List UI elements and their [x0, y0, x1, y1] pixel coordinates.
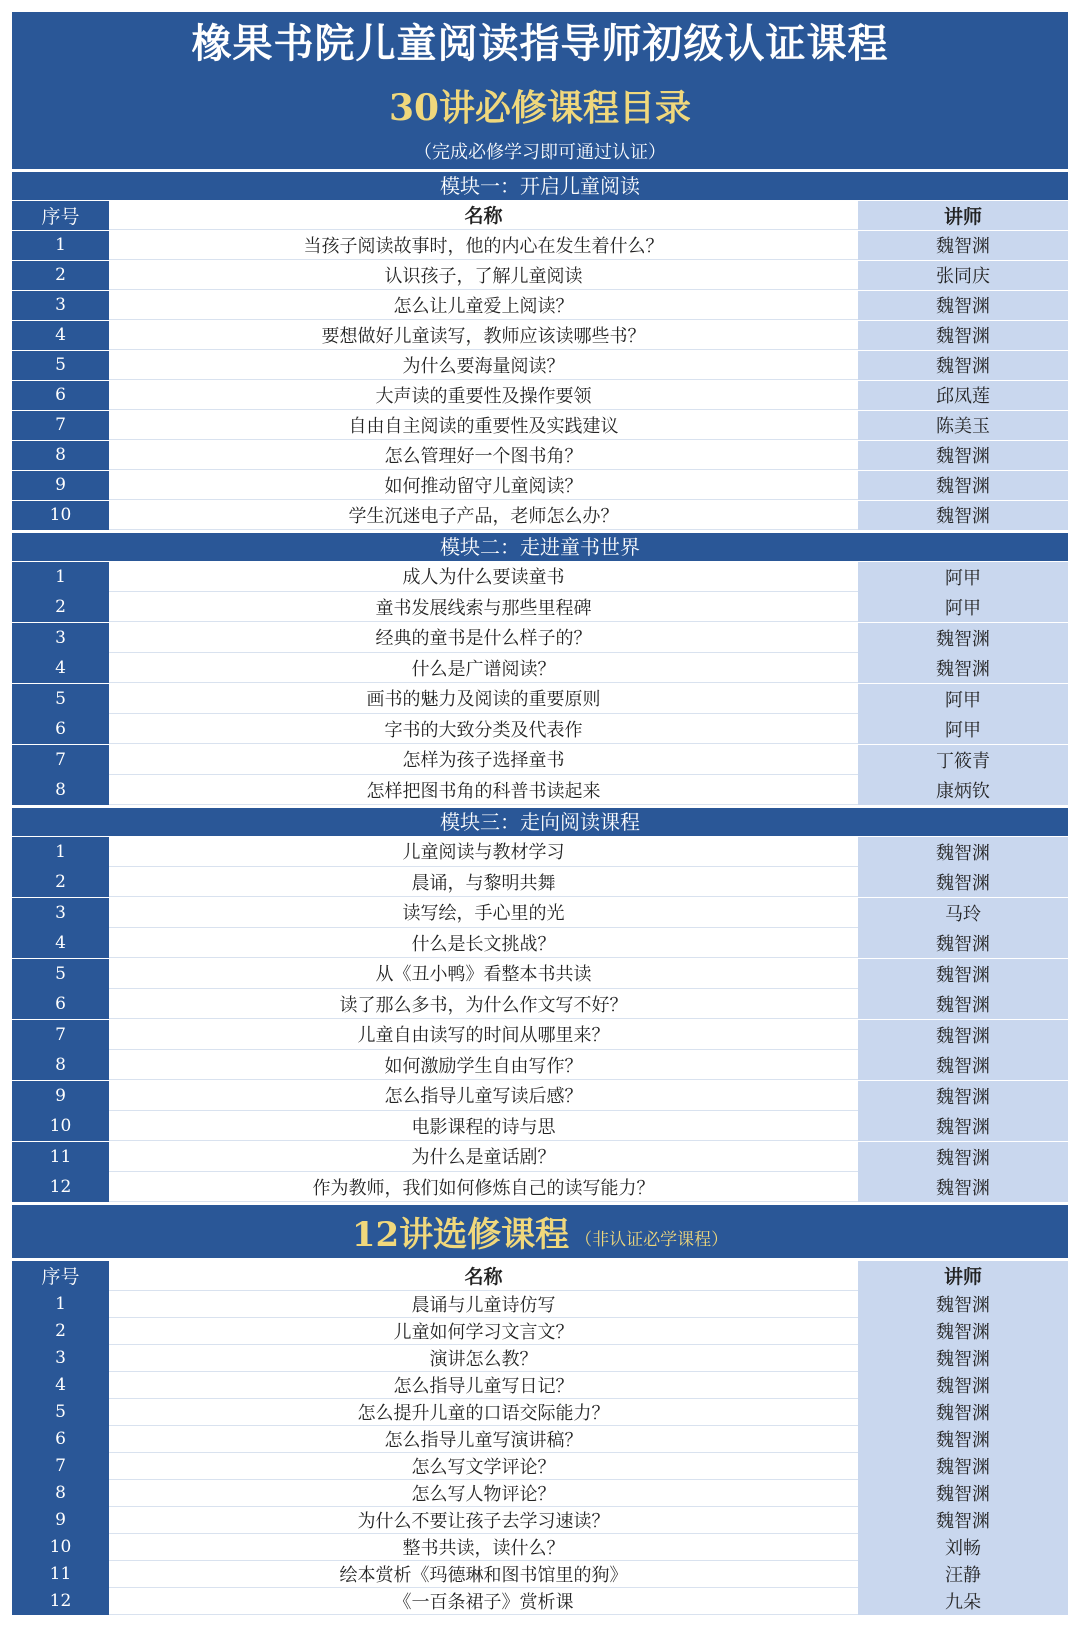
row-number: 8: [12, 1480, 109, 1507]
row-number: 2: [12, 867, 109, 897]
row-number: 8: [12, 775, 109, 805]
course-name: 演讲怎么教？: [109, 1345, 858, 1372]
course-name: 字书的大致分类及代表作: [109, 714, 858, 744]
teacher-name: 魏智渊: [858, 1399, 1068, 1426]
table-row: [12, 745, 1068, 775]
table-row: [12, 411, 1068, 441]
elective-header: [12, 1205, 1068, 1258]
table-row: [12, 1020, 1068, 1050]
row-number: 4: [12, 653, 109, 683]
course-name: 经典的童书是什么样子的？: [109, 623, 858, 653]
row-number: 4: [12, 928, 109, 958]
header-name: 名称: [109, 1261, 858, 1291]
course-name: 当孩子阅读故事时，他的内心在发生着什么？: [109, 231, 858, 261]
teacher-name: 阿甲: [858, 592, 1068, 622]
table-row: [12, 1318, 1068, 1345]
course-name: 大声读的重要性及操作要领: [109, 381, 858, 411]
table-row: [12, 1480, 1068, 1507]
table-row: [12, 1345, 1068, 1372]
row-number: 11: [12, 1561, 109, 1588]
course-name: 为什么是童话剧？: [109, 1142, 858, 1172]
teacher-name: 马玲: [858, 898, 1068, 928]
teacher-name: 魏智渊: [858, 1453, 1068, 1480]
table-row: [12, 441, 1068, 471]
page-title: 橡果书院儿童阅读指导师初级认证课程: [191, 20, 889, 67]
course-name: 电影课程的诗与思: [109, 1111, 858, 1141]
table-row: [12, 471, 1068, 501]
row-number: 3: [12, 1345, 109, 1372]
table-row: [12, 653, 1068, 683]
course-name: 儿童阅读与教材学习: [109, 837, 858, 867]
course-name: 从《丑小鸭》看整本书共读: [109, 959, 858, 989]
row-number: 7: [12, 745, 109, 775]
table-row: [12, 562, 1068, 592]
course-name: 学生沉迷电子产品，老师怎么办？: [109, 501, 858, 531]
row-number: 10: [12, 1534, 109, 1561]
teacher-name: 邱凤莲: [858, 381, 1068, 411]
row-number: 4: [12, 321, 109, 351]
row-number: 11: [12, 1142, 109, 1172]
header-no: 序号: [12, 201, 109, 231]
row-number: 9: [12, 471, 109, 501]
course-name: 怎么写文学评论？: [109, 1453, 858, 1480]
row-number: 9: [12, 1081, 109, 1111]
row-number: 3: [12, 291, 109, 321]
row-number: 6: [12, 989, 109, 1019]
module-title: 模块二：走进童书世界: [12, 533, 1068, 561]
course-name: 晨诵，与黎明共舞: [109, 867, 858, 897]
table-row: [12, 1372, 1068, 1399]
course-name: 什么是广谱阅读？: [109, 653, 858, 683]
table-row: [12, 1142, 1068, 1172]
row-number: 1: [12, 1291, 109, 1318]
course-name: 晨诵与儿童诗仿写: [109, 1291, 858, 1318]
teacher-name: 魏智渊: [858, 1426, 1068, 1453]
table-row: [12, 1050, 1068, 1080]
table-row: [12, 714, 1068, 744]
teacher-name: 魏智渊: [858, 351, 1068, 381]
teacher-name: 魏智渊: [858, 1318, 1068, 1345]
teacher-name: 汪静: [858, 1561, 1068, 1588]
course-name: 为什么要海量阅读？: [109, 351, 858, 381]
teacher-name: 魏智渊: [858, 989, 1068, 1019]
row-number: 5: [12, 351, 109, 381]
teacher-name: 魏智渊: [858, 1111, 1068, 1141]
course-name: 读写绘，手心里的光: [109, 898, 858, 928]
course-name: 童书发展线索与那些里程碑: [109, 592, 858, 622]
table-row: [12, 1534, 1068, 1561]
row-number: 9: [12, 1507, 109, 1534]
course-name: 什么是长文挑战？: [109, 928, 858, 958]
row-number: 7: [12, 1453, 109, 1480]
course-name: 认识孩子，了解儿童阅读: [109, 261, 858, 291]
table-row: [12, 1291, 1068, 1318]
row-number: 5: [12, 1399, 109, 1426]
required-courses-title: 30讲必修课程目录: [388, 87, 692, 129]
table-row: [12, 837, 1068, 867]
row-number: 3: [12, 898, 109, 928]
row-number: 2: [12, 261, 109, 291]
table-row: [12, 1111, 1068, 1141]
table-row: [12, 1453, 1068, 1480]
table-header: [12, 201, 1068, 231]
course-name: 画书的魅力及阅读的重要原则: [109, 684, 858, 714]
course-name: 怎么管理好一个图书角？: [109, 441, 858, 471]
table-row: [12, 501, 1068, 531]
teacher-name: 魏智渊: [858, 231, 1068, 261]
elective-title: 12讲选修课程: [351, 1215, 570, 1255]
teacher-name: 魏智渊: [858, 321, 1068, 351]
course-name: 怎么指导儿童写日记？: [109, 1372, 858, 1399]
teacher-name: 康炳钦: [858, 775, 1068, 805]
teacher-name: 丁筱青: [858, 745, 1068, 775]
teacher-name: 魏智渊: [858, 1020, 1068, 1050]
teacher-name: 陈美玉: [858, 411, 1068, 441]
row-number: 2: [12, 592, 109, 622]
row-number: 1: [12, 562, 109, 592]
course-name: 要想做好儿童读写，教师应该读哪些书？: [109, 321, 858, 351]
teacher-name: 魏智渊: [858, 867, 1068, 897]
teacher-name: 魏智渊: [858, 837, 1068, 867]
course-name: 怎么写人物评论？: [109, 1480, 858, 1507]
teacher-name: 阿甲: [858, 684, 1068, 714]
course-name: 作为教师，我们如何修炼自己的读写能力？: [109, 1172, 858, 1202]
course-name: 成人为什么要读童书: [109, 562, 858, 592]
row-number: 5: [12, 959, 109, 989]
table-row: [12, 775, 1068, 805]
row-number: 7: [12, 411, 109, 441]
header-no: 序号: [12, 1261, 109, 1291]
table-row: [12, 898, 1068, 928]
row-number: 7: [12, 1020, 109, 1050]
table-row: [12, 928, 1068, 958]
module-rows: [12, 231, 1068, 531]
course-name: 绘本赏析《玛德琳和图书馆里的狗》: [109, 1561, 858, 1588]
teacher-name: 刘畅: [858, 1534, 1068, 1561]
module-title: 模块三：走向阅读课程: [12, 808, 1068, 836]
row-number: 6: [12, 1426, 109, 1453]
course-name: 怎么提升儿童的口语交际能力？: [109, 1399, 858, 1426]
table-row: [12, 684, 1068, 714]
row-number: 6: [12, 714, 109, 744]
table-row: [12, 1426, 1068, 1453]
header-teacher: 讲师: [858, 1261, 1068, 1291]
module-rows: [12, 837, 1068, 1203]
teacher-name: 阿甲: [858, 714, 1068, 744]
table-row: [12, 261, 1068, 291]
teacher-name: 魏智渊: [858, 291, 1068, 321]
table-row: [12, 321, 1068, 351]
teacher-name: 张同庆: [858, 261, 1068, 291]
table-row: [12, 1561, 1068, 1588]
course-name: 怎样为孩子选择童书: [109, 745, 858, 775]
row-number: 8: [12, 1050, 109, 1080]
teacher-name: 魏智渊: [858, 441, 1068, 471]
row-number: 10: [12, 1111, 109, 1141]
course-name: 怎么指导儿童写演讲稿？: [109, 1426, 858, 1453]
teacher-name: 魏智渊: [858, 959, 1068, 989]
table-row: [12, 1507, 1068, 1534]
row-number: 4: [12, 1372, 109, 1399]
teacher-name: 阿甲: [858, 562, 1068, 592]
teacher-name: 魏智渊: [858, 1372, 1068, 1399]
teacher-name: 魏智渊: [858, 1142, 1068, 1172]
row-number: 1: [12, 837, 109, 867]
teacher-name: 魏智渊: [858, 471, 1068, 501]
course-name: 整书共读，读什么？: [109, 1534, 858, 1561]
teacher-name: 魏智渊: [858, 623, 1068, 653]
teacher-name: 魏智渊: [858, 1345, 1068, 1372]
header-teacher: 讲师: [858, 201, 1068, 231]
table-row: [12, 1081, 1068, 1111]
teacher-name: 魏智渊: [858, 1172, 1068, 1202]
row-number: 3: [12, 623, 109, 653]
course-name: 自由自主阅读的重要性及实践建议: [109, 411, 858, 441]
course-name: 儿童自由读写的时间从哪里来？: [109, 1020, 858, 1050]
module-rows: [12, 562, 1068, 806]
table-row: [12, 1399, 1068, 1426]
teacher-name: 魏智渊: [858, 653, 1068, 683]
row-number: 12: [12, 1588, 109, 1615]
row-number: 1: [12, 231, 109, 261]
header-name: 名称: [109, 201, 858, 231]
course-name: 《一百条裙子》赏析课: [109, 1588, 858, 1615]
table-row: [12, 592, 1068, 622]
table-row: [12, 291, 1068, 321]
row-number: 6: [12, 381, 109, 411]
elective-rows: [12, 1291, 1068, 1615]
table-row: [12, 1172, 1068, 1202]
course-name: 怎么指导儿童写读后感？: [109, 1081, 858, 1111]
table-header: [12, 1261, 1068, 1291]
teacher-name: 魏智渊: [858, 1507, 1068, 1534]
table-row: [12, 989, 1068, 1019]
module-title: 模块一：开启儿童阅读: [12, 172, 1068, 200]
catalog-header: [12, 12, 1068, 169]
table-row: [12, 381, 1068, 411]
course-name: 如何推动留守儿童阅读？: [109, 471, 858, 501]
course-name: 读了那么多书，为什么作文写不好？: [109, 989, 858, 1019]
course-name: 怎样把图书角的科普书读起来: [109, 775, 858, 805]
teacher-name: 魏智渊: [858, 1050, 1068, 1080]
table-row: [12, 351, 1068, 381]
teacher-name: 魏智渊: [858, 1480, 1068, 1507]
course-catalog: [12, 12, 1068, 1615]
elective-note: （非认证必学课程）: [575, 1230, 729, 1250]
table-row: [12, 1588, 1068, 1615]
teacher-name: 魏智渊: [858, 1291, 1068, 1318]
teacher-name: 魏智渊: [858, 1081, 1068, 1111]
table-row: [12, 867, 1068, 897]
row-number: 8: [12, 441, 109, 471]
table-row: [12, 959, 1068, 989]
course-name: 怎么让儿童爱上阅读？: [109, 291, 858, 321]
certification-note: （完成必修学习即可通过认证）: [414, 142, 666, 163]
row-number: 12: [12, 1172, 109, 1202]
course-name: 儿童如何学习文言文？: [109, 1318, 858, 1345]
teacher-name: 九朵: [858, 1588, 1068, 1615]
row-number: 2: [12, 1318, 109, 1345]
table-row: [12, 623, 1068, 653]
row-number: 10: [12, 501, 109, 531]
table-row: [12, 231, 1068, 261]
teacher-name: 魏智渊: [858, 501, 1068, 531]
teacher-name: 魏智渊: [858, 928, 1068, 958]
course-name: 为什么不要让孩子去学习速读？: [109, 1507, 858, 1534]
row-number: 5: [12, 684, 109, 714]
course-name: 如何激励学生自由写作？: [109, 1050, 858, 1080]
